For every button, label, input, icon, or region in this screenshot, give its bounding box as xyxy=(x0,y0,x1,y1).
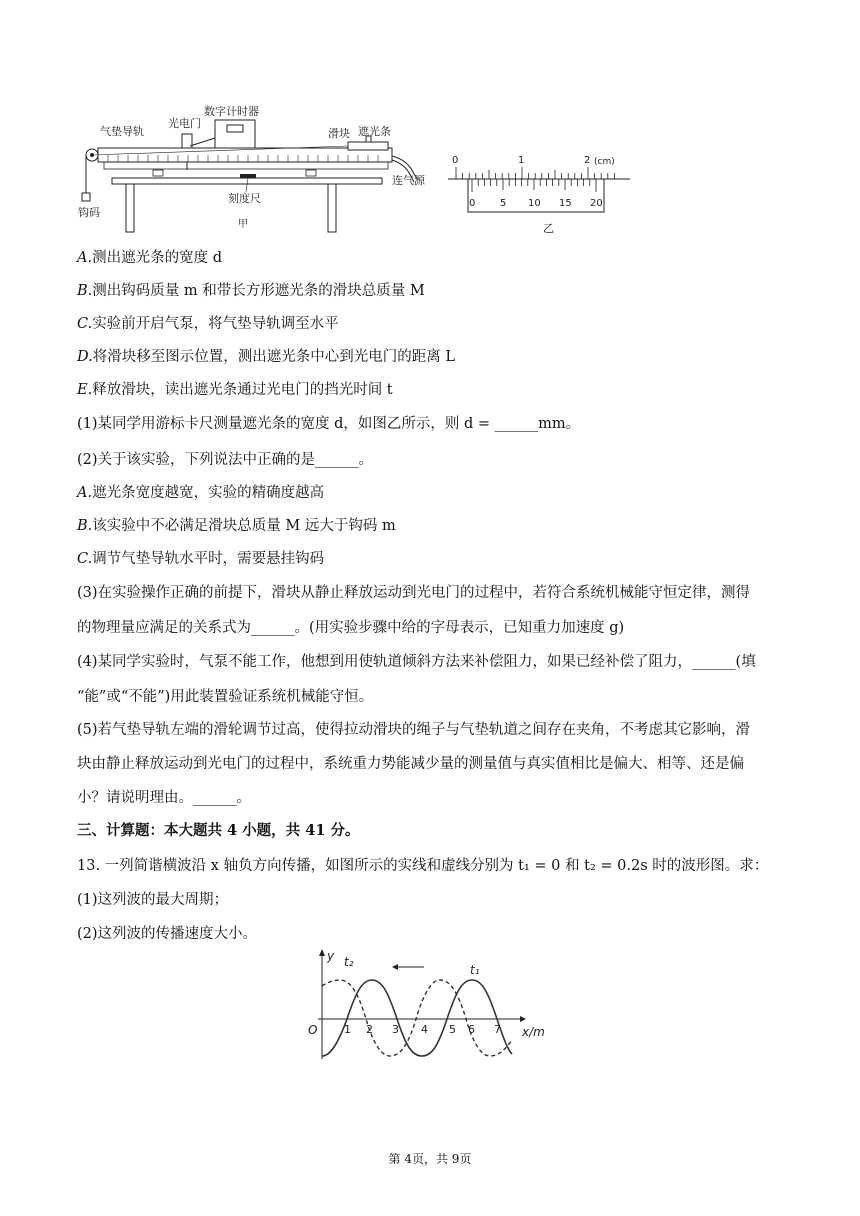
vernier-scale-15: 15 xyxy=(559,198,572,209)
x-axis-label: x/m xyxy=(522,1025,545,1039)
page-footer: 第 4页，共 9页 xyxy=(388,1152,472,1166)
question-5-line-1: (5)若气垫导轨左端的滑轮调节过高，使得拉动滑块的绳子与气垫轨道之间存在夹角，不考虑其它影响，滑 xyxy=(77,722,751,738)
step-d: D.将滑块移至图示位置，测出遮光条中心到光电门的距离 L xyxy=(77,349,455,365)
vernier-scale-20: 20 xyxy=(590,198,603,209)
label-weight: 钩码 xyxy=(78,206,100,219)
t2-label: t₂ xyxy=(344,955,354,969)
origin-label: O xyxy=(308,1023,318,1037)
wave-t2-dashed xyxy=(322,980,512,1056)
x-tick-3: 3 xyxy=(392,1023,399,1036)
hook-weight xyxy=(82,193,90,201)
vernier-scale-0: 0 xyxy=(469,198,476,209)
step-c: C.实验前开启气泵，将气垫导轨调至水平 xyxy=(77,316,339,332)
question-4-line-2: “能”或“不能”)用此装置验证系统机械能守恒。 xyxy=(77,689,374,705)
q2-option-b: B.该实验中不必满足滑块总质量 M 远大于钩码 m xyxy=(77,518,396,534)
x-tick-1: 1 xyxy=(344,1023,351,1036)
label-air: 连气源 xyxy=(392,174,425,187)
slider-block xyxy=(348,142,388,150)
caption-yi: 乙 xyxy=(543,222,554,235)
wave-figure xyxy=(300,944,560,1062)
x-tick-4: 4 xyxy=(421,1023,428,1036)
question-5-line-2: 块由静止释放运动到光电门的过程中，系统重力势能减少量的测量值与真实值相比是偏大、相等、还是偏 xyxy=(77,756,744,772)
label-timer: 数字计时器 xyxy=(204,105,259,118)
section-3-heading: 三、计算题：本大题共 4 小题，共 41 分。 xyxy=(77,822,360,839)
label-scale: 刻度尺 xyxy=(228,192,261,205)
question-3-line-2: 的物理量应满足的关系式为______。(用实验步骤中给的字母表示，已知重力加速度 g) xyxy=(77,620,625,636)
x-tick-5: 5 xyxy=(449,1023,456,1036)
step-b: B.测出钩码质量 m 和带长方形遮光条的滑块总质量 M xyxy=(77,283,425,299)
label-slider: 滑块 xyxy=(328,127,350,140)
question-13: 13. 一列简谐横波沿 x 轴负方向传播，如图所示的实线和虚线分别为 t₁ = 0 和 t₂ = 0.2s 时的波形图。求： xyxy=(77,858,769,874)
vernier-scale-5: 5 xyxy=(500,198,507,209)
step-a: A.测出遮光条的宽度 d xyxy=(77,250,222,266)
question-4-line-1: (4)某同学实验时，气泵不能工作，他想到用使轨道倾斜方法来补偿阻力，如果已经补偿了阻力，______(填 xyxy=(77,654,756,670)
unit-label: (cm) xyxy=(594,157,615,167)
vernier-caliper-figure xyxy=(448,150,638,235)
label-strip: 遮光条 xyxy=(358,125,391,138)
caption-jia: 甲 xyxy=(238,219,248,230)
q2-option-a: A.遮光条宽度越宽，实验的精确度越高 xyxy=(77,485,325,501)
y-axis-label: y xyxy=(327,949,335,963)
t1-label: t₁ xyxy=(470,963,480,977)
question-3-line-1: (3)在实验操作正确的前提下，滑块从静止释放运动到光电门的过程中，若符合系统机械能守恒定律，测得 xyxy=(77,585,751,601)
vernier-scale-10: 10 xyxy=(528,198,541,209)
question-13-part-2: (2)这列波的传播速度大小。 xyxy=(77,926,258,942)
digital-timer xyxy=(215,120,255,148)
x-tick-2: 2 xyxy=(366,1023,373,1036)
main-scale-2: 2 xyxy=(584,155,591,166)
question-5-line-3: 小？请说明理由。______。 xyxy=(77,790,251,806)
question-2: (2)关于该实验，下列说法中正确的是______。 xyxy=(77,452,374,468)
question-13-part-1: (1)这列波的最大周期； xyxy=(77,892,229,908)
air-track-figure xyxy=(78,98,438,233)
main-scale-0: 0 xyxy=(452,155,459,166)
q2-option-c: C.调节气垫导轨水平时，需要悬挂钩码 xyxy=(77,551,325,567)
question-1: (1)某同学用游标卡尺测量遮光条的宽度 d，如图乙所示，则 d = ______mm。 xyxy=(77,416,581,432)
step-e: E.释放滑块，读出遮光条通过光电门的挡光时间 t xyxy=(77,382,393,398)
x-tick-6: 6 xyxy=(468,1023,475,1036)
label-track: 气垫导轨 xyxy=(100,125,144,138)
main-scale-1: 1 xyxy=(518,155,525,166)
label-photogate: 光电门 xyxy=(168,117,201,130)
x-tick-7: 7 xyxy=(494,1023,501,1036)
